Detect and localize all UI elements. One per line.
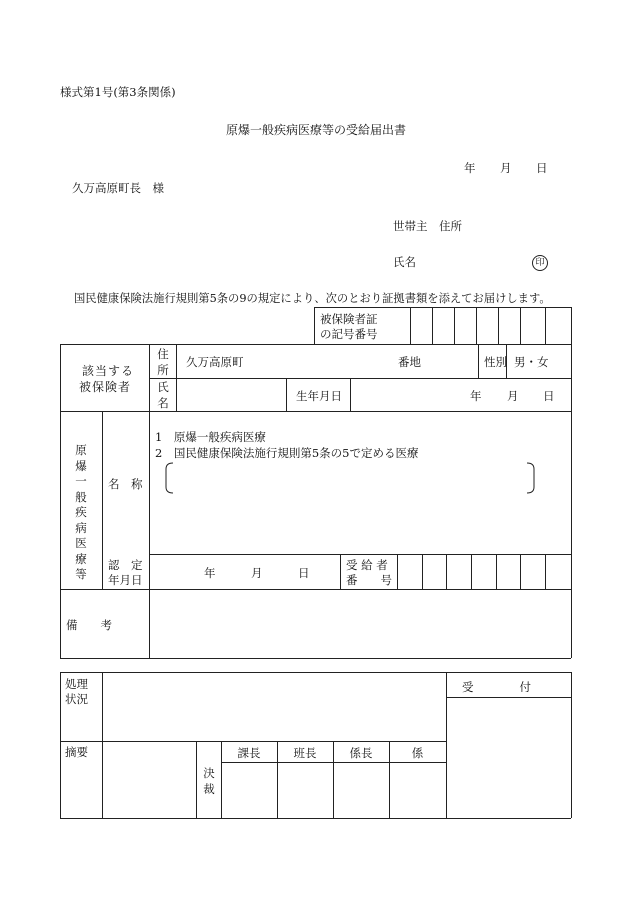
summary-label: 摘要: [65, 745, 88, 759]
birth-month-label: 月: [507, 389, 519, 403]
medical-name-label: 名 称: [108, 477, 143, 491]
address-banchi: 番地: [398, 355, 421, 369]
insured-person-label: 該当する: [82, 364, 135, 378]
page-title: 原爆一般疾病医療等の受給届出書: [226, 123, 407, 137]
status-label-2: 状況: [65, 692, 88, 706]
medical-section-label: 原爆一般疾病医療等: [75, 443, 87, 581]
recipient-no-label-2: 番 号: [346, 573, 392, 587]
left-bracket: [166, 463, 173, 493]
bracket-box: [164, 462, 536, 494]
birth-year-label: 年: [470, 389, 482, 403]
insured-person-label-2: 被保険者: [79, 380, 132, 394]
address-town: 久万高原町: [186, 355, 244, 369]
statement: 国民健康保険法施行規則第5条の9の規定により、次のとおり証拠書類を添えてお届けします。: [74, 292, 551, 305]
approval-label: 決裁: [203, 766, 215, 796]
sex-label: 性別: [484, 355, 507, 369]
approver-team-leader: 班長: [293, 746, 317, 760]
cert-date-label-2: 年月日: [108, 573, 143, 587]
status-label: 処理: [65, 677, 88, 691]
medical-item-1: 1 原爆一般疾病医療: [155, 430, 266, 444]
approver-staff: 係: [411, 746, 424, 760]
address-label: 住所: [157, 347, 169, 377]
receipt-label: 受 付: [462, 680, 531, 694]
cert-date-label: 認 定: [108, 558, 143, 572]
approver-chief: 係長: [349, 746, 373, 760]
day-label: 日: [536, 161, 548, 175]
remarks-label: 備 考: [66, 618, 112, 632]
birth-day-label: 日: [543, 389, 555, 403]
year-label: 年: [464, 161, 476, 175]
medical-item-2: 2 国民健康保険法施行規則第5条の5で定める医療: [155, 446, 419, 460]
month-label: 月: [500, 161, 512, 175]
seal-icon: 印: [532, 255, 548, 271]
applicant-name-label: 氏名: [393, 255, 416, 269]
birthdate-label: 生年月日: [296, 389, 342, 403]
cert-month-label: 月: [251, 566, 263, 580]
applicant-address-label: 世帯主 住所: [393, 219, 462, 233]
cert-day-label: 日: [298, 566, 310, 580]
form-number: 様式第1号(第3条関係): [60, 85, 176, 99]
sex-options: 男・女: [514, 355, 549, 369]
recipient-no-label: 受 給 者: [346, 558, 388, 572]
insurance-card-label: 被保険者証: [320, 312, 378, 326]
cert-year-label: 年: [204, 566, 216, 580]
right-bracket: [527, 463, 534, 493]
approver-section-chief: 課長: [237, 746, 261, 760]
addressee: 久万高原町長 様: [72, 181, 164, 195]
name-label: 氏名: [157, 380, 169, 410]
insurance-card-label-2: の記号番号: [320, 327, 378, 341]
seal-mark: [532, 254, 548, 271]
